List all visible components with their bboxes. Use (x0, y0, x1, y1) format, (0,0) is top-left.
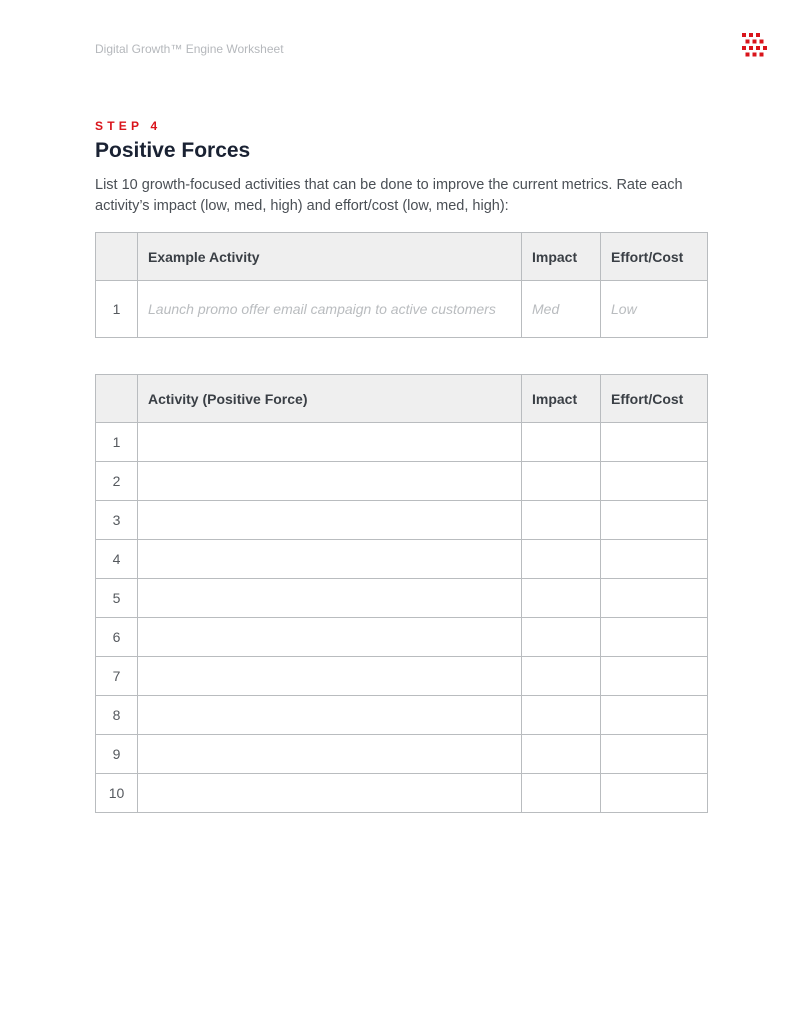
activity-cell[interactable] (138, 423, 522, 462)
table-row (96, 423, 708, 462)
impact-cell[interactable] (522, 696, 601, 735)
instructions-text: List 10 growth-focused activities that can be done to improve the current metrics. Rate each activity’s impact (low, med, high) and effort/cost (low, med, high): (95, 177, 683, 214)
impact-cell[interactable] (522, 501, 601, 540)
positive-forces-table (95, 374, 708, 813)
table-row (96, 774, 708, 813)
example-effort-cell: Low (601, 281, 708, 338)
effort-cost-cell[interactable] (601, 579, 708, 618)
example-impact-cell: Med (522, 281, 601, 338)
page-title: Positive Forces (95, 139, 251, 162)
activity-cell[interactable] (138, 735, 522, 774)
impact-cell[interactable] (522, 774, 601, 813)
row-number: 8 (96, 696, 138, 735)
effort-cost-column-header: Effort/Cost (601, 233, 708, 281)
effort-cost-cell[interactable] (601, 423, 708, 462)
table-row (96, 696, 708, 735)
impact-cell[interactable] (522, 462, 601, 501)
impact-cell[interactable] (522, 618, 601, 657)
effort-cost-cell[interactable] (601, 735, 708, 774)
effort-cost-cell[interactable] (601, 501, 708, 540)
row-number: 9 (96, 735, 138, 774)
table-row (96, 501, 708, 540)
row-number: 4 (96, 540, 138, 579)
example-activity-cell: Launch promo offer email campaign to active customers (138, 281, 522, 338)
table-row (96, 579, 708, 618)
table-row (96, 735, 708, 774)
impact-cell[interactable] (522, 579, 601, 618)
step-label: STEP 4 (95, 119, 162, 133)
row-number: 7 (96, 657, 138, 696)
document-header-title: Digital Growth™ Engine Worksheet (95, 42, 284, 56)
effort-cost-cell[interactable] (601, 657, 708, 696)
row-number: 6 (96, 618, 138, 657)
table-row (96, 540, 708, 579)
effort-cost-cell[interactable] (601, 462, 708, 501)
example-activity-table (95, 232, 708, 338)
table-header-row (96, 233, 708, 281)
effort-cost-cell[interactable] (601, 774, 708, 813)
activity-cell[interactable] (138, 774, 522, 813)
impact-cell[interactable] (522, 423, 601, 462)
row-number: 1 (96, 281, 138, 338)
activity-cell[interactable] (138, 579, 522, 618)
activity-cell[interactable] (138, 540, 522, 579)
effort-cost-cell[interactable] (601, 540, 708, 579)
row-number: 5 (96, 579, 138, 618)
table-header-row (96, 375, 708, 423)
activity-cell[interactable] (138, 618, 522, 657)
impact-cell[interactable] (522, 540, 601, 579)
table-row (96, 657, 708, 696)
activity-cell[interactable] (138, 462, 522, 501)
row-number: 1 (96, 423, 138, 462)
red-dot-grid-logo-icon (742, 33, 768, 57)
table-row (96, 618, 708, 657)
effort-cost-cell[interactable] (601, 696, 708, 735)
impact-column-header: Impact (522, 375, 601, 423)
effort-cost-cell[interactable] (601, 618, 708, 657)
table-row (96, 462, 708, 501)
impact-cell[interactable] (522, 735, 601, 774)
activity-cell[interactable] (138, 657, 522, 696)
activity-cell[interactable] (138, 501, 522, 540)
activity-column-header: Activity (Positive Force) (138, 375, 522, 423)
example-activity-column-header: Example Activity (138, 233, 522, 281)
number-column-header (96, 375, 138, 423)
activity-cell[interactable] (138, 696, 522, 735)
effort-cost-column-header: Effort/Cost (601, 375, 708, 423)
row-number: 3 (96, 501, 138, 540)
number-column-header (96, 233, 138, 281)
table-row (96, 281, 708, 338)
impact-column-header: Impact (522, 233, 601, 281)
impact-cell[interactable] (522, 657, 601, 696)
row-number: 2 (96, 462, 138, 501)
row-number: 10 (96, 774, 138, 813)
